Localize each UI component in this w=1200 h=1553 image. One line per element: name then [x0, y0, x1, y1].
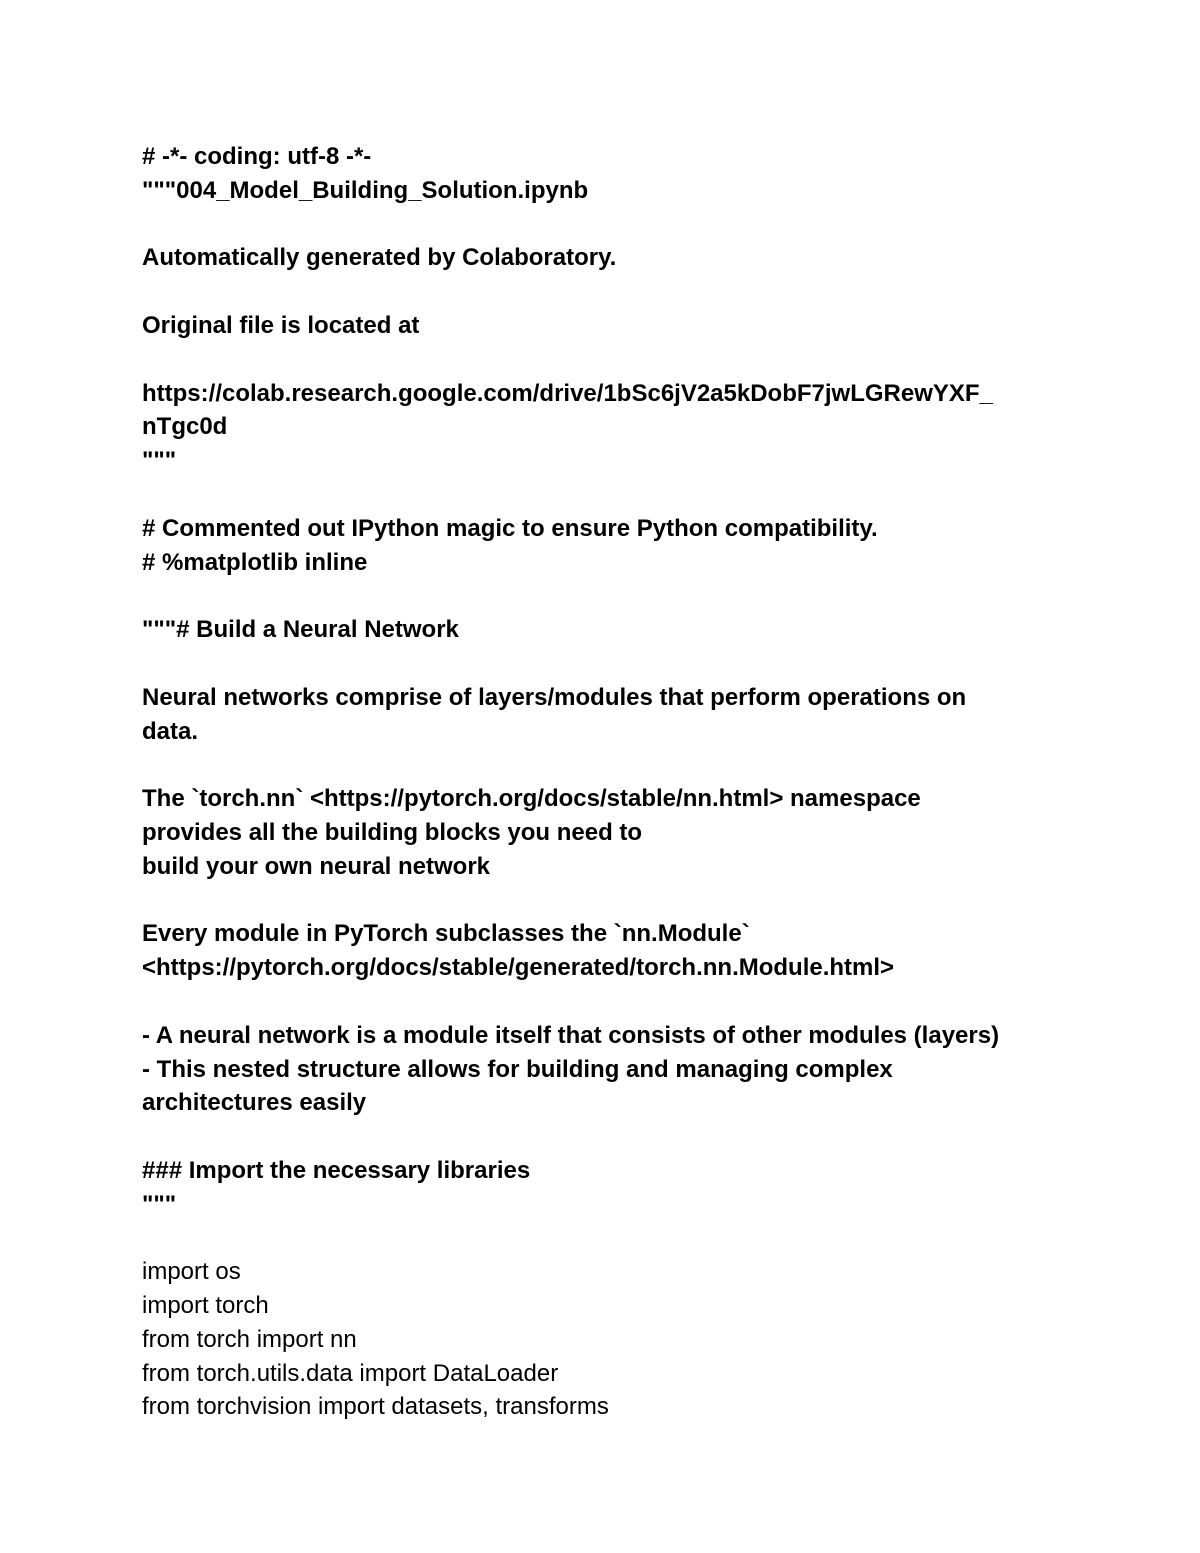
generated-note-line: Automatically generated by Colaboratory.: [142, 244, 617, 272]
blank-line: [142, 275, 1102, 309]
code-line: from torchvision import datasets, transforms: [142, 1393, 609, 1421]
code-line: from torch import nn: [142, 1325, 357, 1353]
heading-import-libraries-line: ### Import the necessary libraries: [142, 1156, 531, 1184]
code-line: import torch: [142, 1292, 269, 1320]
colab-url-line: https://colab.research.google.com/drive/1bSc6jV2a5kDobF7jwLGRewYXF_: [142, 379, 993, 407]
original-file-line: Original file is located at: [142, 311, 420, 339]
matplotlib-comment-line: # %matplotlib inline: [142, 548, 368, 576]
docstring-close-line: """: [142, 447, 177, 475]
paragraph-line: <https://pytorch.org/docs/stable/generated/torch.nn.Module.html>: [142, 954, 895, 982]
blank-line: [142, 985, 1102, 1019]
bullet-line: - This nested structure allows for building and managing complex: [142, 1055, 893, 1083]
paragraph-line: data.: [142, 717, 199, 745]
paragraph-line: Neural networks comprise of layers/modules that perform operations on: [142, 683, 967, 711]
ipython-comment-line: # Commented out IPython magic to ensure Python compatibility.: [142, 514, 878, 542]
blank-line: [142, 478, 1102, 512]
bullet-continuation-line: architectures easily: [142, 1089, 367, 1117]
blank-line: [142, 884, 1102, 918]
paragraph-line: provides all the building blocks you need to: [142, 818, 643, 846]
paragraph-line: build your own neural network: [142, 852, 491, 880]
code-line: import os: [142, 1258, 241, 1286]
paragraph-line: Every module in PyTorch subclasses the `nn.Module`: [142, 920, 750, 948]
blank-line: [142, 647, 1102, 681]
blank-line: [142, 1222, 1102, 1256]
colab-url-continuation-line: nTgc0d: [142, 413, 228, 441]
bullet-line: - A neural network is a module itself that consists of other modules (layers): [142, 1021, 1000, 1049]
code-line: from torch.utils.data import DataLoader: [142, 1359, 559, 1387]
paragraph-line: The `torch.nn` <https://pytorch.org/docs/stable/nn.html> namespace: [142, 785, 921, 813]
blank-line: [142, 1120, 1102, 1154]
blank-line: [142, 579, 1102, 613]
blank-line: [142, 748, 1102, 782]
blank-line: [142, 208, 1102, 242]
docstring-close-line: """: [142, 1190, 177, 1218]
coding-comment-line: # -*- coding: utf-8 -*-: [142, 143, 372, 170]
docstring-title-line: """004_Model_Building_Solution.ipynb: [142, 176, 589, 204]
document-body: [142, 140, 1102, 1424]
heading-build-network-line: """# Build a Neural Network: [142, 616, 459, 644]
blank-line: [142, 343, 1102, 377]
